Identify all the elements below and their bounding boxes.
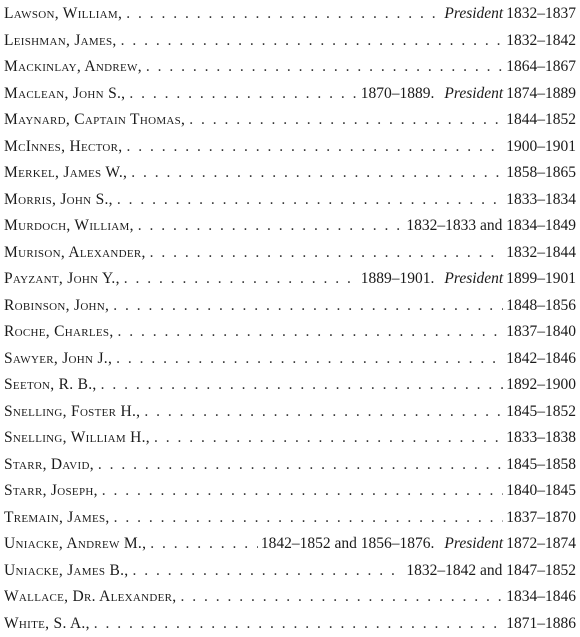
president-label: President (441, 1, 503, 28)
list-item (4, 160, 576, 187)
member-name: Robinson, John, (4, 293, 109, 320)
list-item (4, 531, 576, 558)
list-item (4, 611, 576, 637)
dot-leader (176, 584, 503, 611)
member-service-years: 1842–1852 and 1856–1876. (258, 531, 435, 558)
list-item (4, 54, 576, 81)
list-item (4, 213, 576, 240)
member-years: 1858–1865 (503, 160, 576, 187)
member-years: 1832–1844 (503, 240, 576, 267)
dot-leader (110, 505, 504, 532)
list-item (4, 319, 576, 346)
dot-leader (109, 293, 503, 320)
member-name: Lawson, William, (4, 1, 122, 28)
list-item (4, 478, 576, 505)
list-item (4, 28, 576, 55)
member-name: Mackinlay, Andrew, (4, 54, 142, 81)
list-item (4, 372, 576, 399)
member-name: Merkel, James W., (4, 160, 127, 187)
member-years: 1832–1837 (503, 1, 576, 28)
member-list (4, 1, 576, 637)
member-name: Starr, Joseph, (4, 478, 98, 505)
member-name: Snelling, William H., (4, 425, 150, 452)
member-years: 1892–1900 (503, 372, 576, 399)
list-item (4, 452, 576, 479)
dot-leader (146, 240, 504, 267)
member-name: White, S. A., (4, 611, 90, 637)
dot-leader (122, 1, 441, 28)
list-item (4, 584, 576, 611)
member-name: Murdoch, William, (4, 213, 134, 240)
member-years: 1832–1833 and 1834–1849 (403, 213, 576, 240)
list-item (4, 187, 576, 214)
dot-leader (113, 187, 503, 214)
member-name: Uniacke, James B., (4, 558, 128, 585)
member-name: McInnes, Hector, (4, 134, 122, 161)
member-years: 1845–1858 (503, 452, 576, 479)
member-years: 1899–1901 (503, 266, 576, 293)
member-years: 1837–1870 (503, 505, 576, 532)
president-label: President (444, 266, 503, 293)
list-item (4, 558, 576, 585)
member-name: Starr, David, (4, 452, 94, 479)
member-years: 1844–1852 (503, 107, 576, 134)
member-years: 1872–1874 (503, 531, 576, 558)
member-years: 1833–1838 (503, 425, 576, 452)
member-name: Murison, Alexander, (4, 240, 146, 267)
dot-leader (117, 28, 504, 55)
member-years: 1848–1856 (503, 293, 576, 320)
member-years: 1864–1867 (503, 54, 576, 81)
dot-leader (98, 478, 503, 505)
member-rows (4, 1, 576, 637)
dot-leader (185, 107, 503, 134)
dot-leader (146, 531, 258, 558)
member-years: 1845–1852 (503, 399, 576, 426)
dot-leader (122, 134, 503, 161)
dot-leader (112, 346, 503, 373)
dot-leader (140, 399, 503, 426)
list-item (4, 107, 576, 134)
dot-leader (142, 54, 503, 81)
list-item (4, 505, 576, 532)
member-years: 1833–1834 (503, 187, 576, 214)
member-years: 1840–1845 (503, 478, 576, 505)
president-label: President (444, 81, 503, 108)
member-name: Payzant, John Y., (4, 266, 120, 293)
dot-leader (94, 452, 503, 479)
member-service-years: 1889–1901. (358, 266, 435, 293)
member-name: Snelling, Foster H., (4, 399, 140, 426)
list-item (4, 81, 576, 108)
list-item (4, 240, 576, 267)
dot-leader (128, 558, 403, 585)
member-name: Morris, John S., (4, 187, 113, 214)
member-years: 1834–1846 (503, 584, 576, 611)
dot-leader (150, 425, 503, 452)
list-item (4, 1, 576, 28)
member-name: Uniacke, Andrew M., (4, 531, 146, 558)
member-name: Sawyer, John J., (4, 346, 112, 373)
member-name: Seeton, R. B., (4, 372, 97, 399)
list-item (4, 134, 576, 161)
member-years: 1871–1886 (503, 611, 576, 637)
list-item (4, 346, 576, 373)
member-name: Maynard, Captain Thomas, (4, 107, 185, 134)
member-years: 1832–1842 and 1847–1852 (403, 558, 576, 585)
member-years: 1900–1901 (503, 134, 576, 161)
member-service-years: 1870–1889. (358, 81, 435, 108)
list-item (4, 425, 576, 452)
member-years: 1837–1840 (503, 319, 576, 346)
member-years: 1874–1889 (503, 81, 576, 108)
dot-leader (127, 160, 503, 187)
list-item (4, 266, 576, 293)
dot-leader (125, 81, 357, 108)
list-item (4, 399, 576, 426)
member-years: 1832–1842 (503, 28, 576, 55)
dot-leader (134, 213, 404, 240)
member-name: Tremain, James, (4, 505, 110, 532)
member-name: Roche, Charles, (4, 319, 114, 346)
dot-leader (97, 372, 504, 399)
list-item (4, 293, 576, 320)
member-name: Wallace, Dr. Alexander, (4, 584, 176, 611)
president-label: President (444, 531, 503, 558)
dot-leader (114, 319, 504, 346)
dot-leader (120, 266, 358, 293)
dot-leader (90, 611, 503, 637)
member-years: 1842–1846 (503, 346, 576, 373)
member-name: Leishman, James, (4, 28, 117, 55)
member-name: Maclean, John S., (4, 81, 125, 108)
